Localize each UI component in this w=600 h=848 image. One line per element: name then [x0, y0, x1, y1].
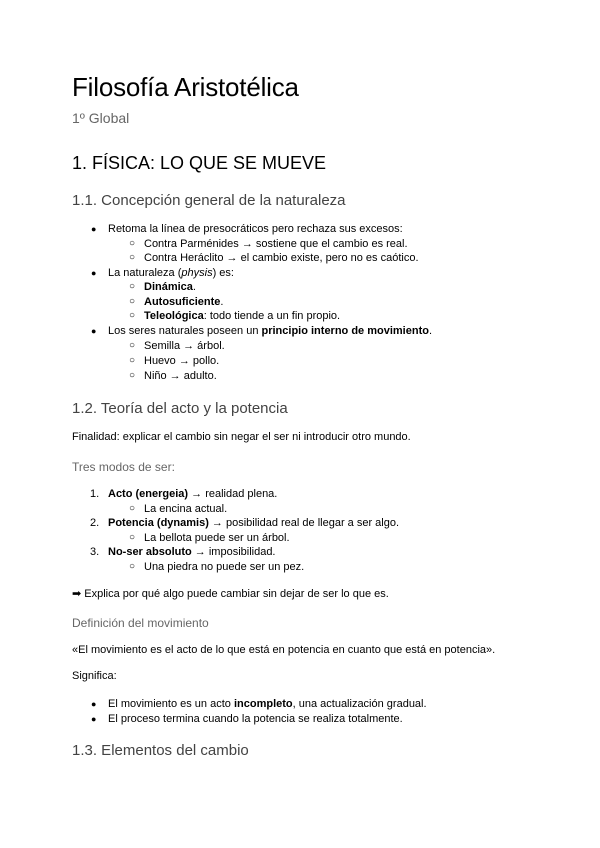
list-item: ● El movimiento es un acto incompleto, una actualización gradual. — [91, 698, 427, 710]
paragraph-conclusion: ➡ Explica por qué algo puede cambiar sin dejar de ser lo que es. — [72, 588, 389, 600]
list-item: ● La naturaleza (physis) es: — [91, 267, 234, 279]
subsection-heading-acto-potencia: 1.2. Teoría del acto y la potencia — [72, 400, 288, 417]
circle-bullet-icon: ○ — [129, 252, 136, 263]
circle-bullet-icon: ○ — [129, 281, 136, 292]
list-item: ○ Huevo → pollo. — [129, 355, 220, 367]
document-subtitle: 1º Global — [72, 110, 130, 126]
numbered-item: 1. Acto (energeia) → realidad plena. — [90, 488, 278, 500]
subsection-heading-naturaleza: 1.1. Concepción general de la naturaleza — [72, 192, 346, 209]
list-item: ○ Teleológica: todo tiende a un fin propio. — [129, 310, 341, 322]
list-item: ○ Niño → adulto. — [129, 370, 217, 382]
heading-definicion-movimiento: Definición del movimiento — [72, 616, 209, 630]
paragraph-significa: Significa: — [72, 670, 117, 682]
list-item: ○ Una piedra no puede ser un pez. — [129, 561, 305, 573]
circle-bullet-icon: ○ — [129, 310, 136, 321]
bullet-icon: ● — [91, 326, 97, 336]
numbered-item: 3. No-ser absoluto → imposibilidad. — [90, 546, 276, 558]
list-item: ● El proceso termina cuando la potencia se realiza totalmente. — [91, 713, 403, 725]
bullet-icon: ● — [91, 699, 97, 709]
list-item: ○ Contra Parménides → sostiene que el cambio es real. — [129, 238, 408, 250]
circle-bullet-icon: ○ — [129, 370, 136, 381]
circle-bullet-icon: ○ — [129, 561, 136, 572]
paragraph-definicion: «El movimiento es el acto de lo que está en potencia en cuanto que está en potencia». — [72, 644, 496, 656]
list-item: ● Retoma la línea de presocráticos pero rechaza sus excesos: — [91, 223, 403, 235]
list-item: ○ Contra Heráclito → el cambio existe, pero no es caótico. — [129, 252, 419, 264]
paragraph-finalidad: Finalidad: explicar el cambio sin negar el ser ni introducir otro mundo. — [72, 431, 411, 443]
list-item: ○ Semilla → árbol. — [129, 340, 225, 352]
circle-bullet-icon: ○ — [129, 355, 136, 366]
circle-bullet-icon: ○ — [129, 340, 136, 351]
list-item: ● Los seres naturales poseen un principio interno de movimiento. — [91, 325, 433, 337]
document-title: Filosofía Aristotélica — [72, 72, 299, 102]
circle-bullet-icon: ○ — [129, 532, 136, 543]
circle-bullet-icon: ○ — [129, 503, 136, 514]
bullet-icon: ● — [91, 268, 97, 278]
circle-bullet-icon: ○ — [129, 296, 136, 307]
list-item: ○ La bellota puede ser un árbol. — [129, 532, 290, 544]
bullet-icon: ● — [91, 224, 97, 234]
subsection-heading-elementos-cambio: 1.3. Elementos del cambio — [72, 742, 249, 759]
list-item: ○ Autosuficiente. — [129, 296, 224, 308]
heading-tres-modos: Tres modos de ser: — [72, 460, 175, 474]
bullet-icon: ● — [91, 714, 97, 724]
list-item: ○ Dinámica. — [129, 281, 196, 293]
numbered-item: 2. Potencia (dynamis) → posibilidad real de llegar a ser algo. — [90, 517, 400, 529]
list-item: ○ La encina actual. — [129, 503, 228, 515]
circle-bullet-icon: ○ — [129, 238, 136, 249]
section-heading-fisica: 1. FÍSICA: LO QUE SE MUEVE — [72, 153, 327, 173]
